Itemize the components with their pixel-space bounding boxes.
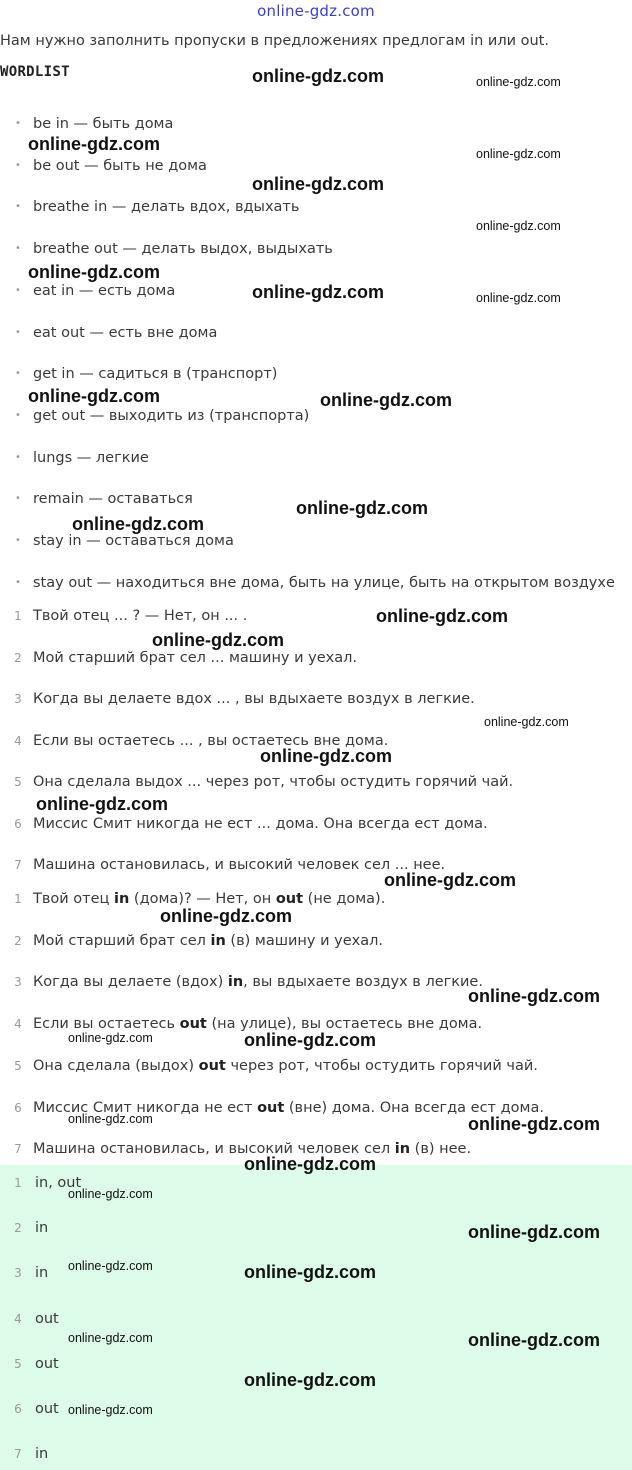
filled-answer: in xyxy=(227,974,244,991)
item-number: 6 xyxy=(14,1100,22,1115)
bullet-icon: • xyxy=(15,576,21,588)
answer-item-text: out xyxy=(35,1310,59,1327)
watermark-text: online-gdz.com xyxy=(468,1114,600,1134)
exercise-item-text: Машина остановилась, и высокий человек сел ... нее. xyxy=(33,857,446,873)
exercise-item-text: Твой отец ... ? — Нет, он ... . xyxy=(33,608,248,624)
filled-answer: in xyxy=(394,1141,411,1158)
item-number: 4 xyxy=(14,1017,22,1032)
watermark-text: online-gdz.com xyxy=(68,1403,153,1417)
answers-panel xyxy=(0,1165,632,1470)
bullet-icon: • xyxy=(15,118,21,129)
filled-item-text xyxy=(33,930,383,952)
item-number: 3 xyxy=(14,975,22,990)
bullet-icon: • xyxy=(15,243,21,255)
wordlist-item-text: eat out — есть вне дома xyxy=(33,324,218,341)
watermark-text: online-gdz.com xyxy=(244,1154,376,1174)
sentence-part: (вне) дома. Она всегда ест дома. xyxy=(284,1099,544,1116)
watermark-text: online-gdz.com xyxy=(68,1187,153,1201)
answer-item-text: in, out xyxy=(35,1175,82,1191)
bullet-icon: • xyxy=(15,159,21,171)
watermark-text: online-gdz.com xyxy=(476,291,561,305)
sentence-part: (на улице), вы остаетесь вне дома. xyxy=(206,1016,483,1033)
filled-answer: out xyxy=(275,891,304,907)
watermark-text: online-gdz.com xyxy=(252,66,384,86)
item-number: 3 xyxy=(14,1266,22,1281)
answer-item-text: in xyxy=(35,1265,49,1282)
sentence-part: (дома)? — Нет, он xyxy=(129,891,276,907)
watermark-text: online-gdz.com xyxy=(28,134,160,154)
wordlist-heading: WORDLIST xyxy=(0,64,70,80)
exercise-item-text: Она сделала выдох ... через рот, чтобы остудить горячий чай. xyxy=(33,774,514,790)
watermark-text: online-gdz.com xyxy=(468,1222,600,1242)
wordlist-item-text: lungs — легкие xyxy=(33,449,149,466)
watermark-text: online-gdz.com xyxy=(244,1030,376,1050)
watermark-text: online-gdz.com xyxy=(28,386,160,406)
item-number: 1 xyxy=(14,892,22,906)
sentence-part: (не дома). xyxy=(303,891,386,907)
bullet-icon: • xyxy=(15,201,21,213)
watermark-text: online-gdz.com xyxy=(384,870,516,890)
wordlist-item-text: stay out — находиться вне дома, быть на улице, быть на открытом воздухе xyxy=(33,574,615,591)
watermark-text: online-gdz.com xyxy=(476,75,561,89)
wordlist-item-text: eat in — есть дома xyxy=(33,282,176,299)
sentence-part: (в) машину и уехал. xyxy=(225,932,383,949)
sentence-part: Мой старший брат сел xyxy=(33,932,211,949)
watermark-text: online-gdz.com xyxy=(252,282,384,302)
watermark-text: online-gdz.com xyxy=(68,1031,153,1045)
watermark-text: online-gdz.com xyxy=(296,498,428,518)
watermark-text: online-gdz.com xyxy=(476,147,561,161)
watermark-text: online-gdz.com xyxy=(160,906,292,926)
sentence-part: (в) нее. xyxy=(410,1141,472,1158)
watermark-text: online-gdz.com xyxy=(152,630,284,650)
item-number: 6 xyxy=(14,816,22,831)
sentence-part: через рот, чтобы остудить горячий чай. xyxy=(225,1057,538,1074)
wordlist-item-text: be in — быть дома xyxy=(33,116,174,132)
filled-answer: out xyxy=(257,1099,285,1116)
watermark-text: online-gdz.com xyxy=(476,219,561,233)
answer-item-text: in xyxy=(35,1220,49,1237)
watermark-text: online-gdz.com xyxy=(260,746,392,766)
item-number: 4 xyxy=(14,1311,22,1326)
item-number: 4 xyxy=(14,733,22,748)
item-number: 1 xyxy=(14,609,22,623)
item-number: 2 xyxy=(14,650,22,665)
wordlist-item-text: remain — оставаться xyxy=(33,491,193,508)
wordlist-item-text: get out — выходить из (транспорта) xyxy=(33,407,310,424)
exercise-item-text: Миссис Смит никогда не ест ... дома. Она всегда ест дома. xyxy=(33,815,488,832)
filled-answer: out xyxy=(179,1016,207,1033)
filled-item-text xyxy=(33,1055,538,1077)
item-number: 7 xyxy=(14,1447,22,1462)
filled-item-text xyxy=(33,971,483,993)
bullet-icon: • xyxy=(15,451,21,463)
filled-answer: in xyxy=(114,891,130,907)
answer-item-text: in xyxy=(35,1446,49,1463)
sentence-part: Когда вы делаете (вдох) xyxy=(33,974,228,991)
watermark-text: online-gdz.com xyxy=(320,390,452,410)
item-number: 5 xyxy=(14,1058,22,1073)
bullet-icon: • xyxy=(15,326,21,338)
exercise-item-text: Когда вы делаете вдох ... , вы вдыхаете воздух в легкие. xyxy=(33,691,475,707)
sentence-part: Если вы остаетесь xyxy=(33,1016,180,1033)
watermark-text: online-gdz.com xyxy=(68,1259,153,1273)
item-number: 7 xyxy=(14,1142,22,1157)
watermark-text: online-gdz.com xyxy=(244,1370,376,1390)
sentence-part: Твой отец xyxy=(33,891,115,907)
watermark-text: online-gdz.com xyxy=(468,1330,600,1350)
sentence-part: Миссис Смит никогда не ест xyxy=(33,1099,258,1116)
answer-item-text: out xyxy=(35,1355,59,1372)
exercise-item-text: Мой старший брат сел ... машину и уехал. xyxy=(33,649,358,666)
item-number: 2 xyxy=(14,933,22,948)
watermark-text: online-gdz.com xyxy=(28,262,160,282)
header-site-link[interactable]: online-gdz.com xyxy=(257,2,375,20)
sentence-part: Она сделала (выдох) xyxy=(33,1057,199,1074)
item-number: 5 xyxy=(14,775,22,789)
bullet-icon: • xyxy=(15,368,21,380)
answer-item-text: out xyxy=(35,1401,59,1417)
item-number: 2 xyxy=(14,1221,22,1236)
watermark-text: online-gdz.com xyxy=(68,1331,153,1345)
filled-answer: in xyxy=(210,932,226,949)
wordlist-item-text: get in — садиться в (транспорт) xyxy=(33,366,278,383)
wordlist-item-text: be out — быть не дома xyxy=(33,157,207,174)
item-number: 6 xyxy=(14,1402,22,1416)
wordlist-item-text: breathe out — делать выдох, выдыхать xyxy=(33,241,333,258)
bullet-icon: • xyxy=(15,409,21,421)
bullet-icon: • xyxy=(15,493,21,505)
bullet-icon: • xyxy=(15,284,21,296)
watermark-text: online-gdz.com xyxy=(484,715,569,729)
task-intro: Нам нужно заполнить пропуски в предложениях предлогам in или out. xyxy=(0,33,549,49)
exercise-item-text: Если вы остаетесь ... , вы остаетесь вне дома. xyxy=(33,732,389,749)
watermark-text: online-gdz.com xyxy=(72,514,204,534)
item-number: 7 xyxy=(14,858,22,872)
sentence-part: , вы вдыхаете воздух в легкие. xyxy=(243,974,483,991)
wordlist-item-text: stay in — оставаться дома xyxy=(33,533,234,549)
watermark-text: online-gdz.com xyxy=(36,794,168,814)
wordlist-item-text: breathe in — делать вдох, вдыхать xyxy=(33,199,300,216)
sentence-part: Машина остановилась, и высокий человек сел xyxy=(33,1141,395,1158)
bullet-icon: • xyxy=(15,535,21,546)
watermark-text: online-gdz.com xyxy=(376,606,508,626)
watermark-text: online-gdz.com xyxy=(68,1112,153,1126)
watermark-text: online-gdz.com xyxy=(252,174,384,194)
watermark-text: online-gdz.com xyxy=(468,986,600,1006)
watermark-text: online-gdz.com xyxy=(244,1262,376,1282)
item-number: 5 xyxy=(14,1356,22,1371)
item-number: 1 xyxy=(14,1176,22,1190)
item-number: 3 xyxy=(14,692,22,706)
filled-answer: out xyxy=(198,1057,226,1074)
